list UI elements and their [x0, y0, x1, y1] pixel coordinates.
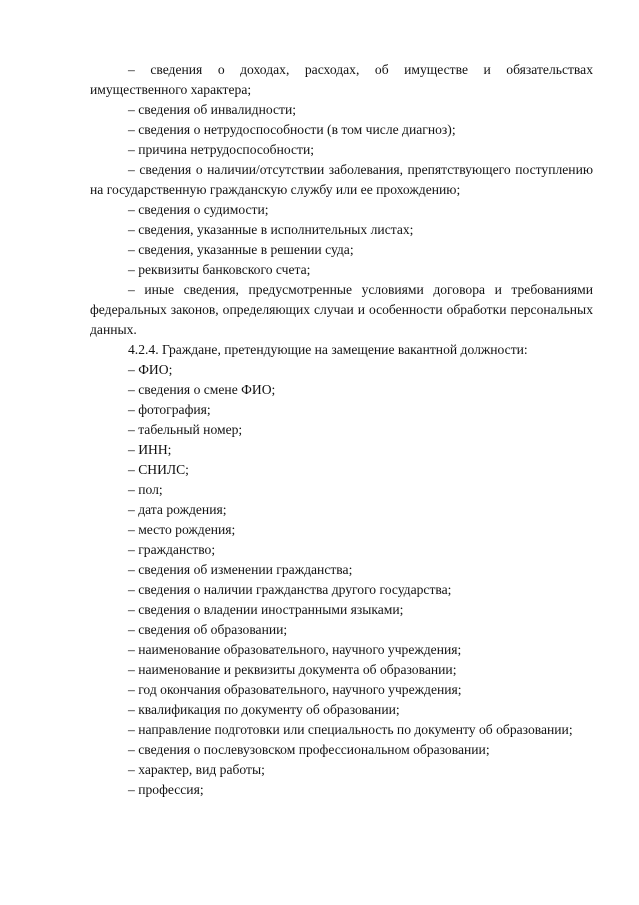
paragraph-incapacity-diagnosis: – сведения о нетрудоспособности (в том числе диагноз); [128, 122, 456, 137]
list-item-diploma-details: – наименование и реквизиты документа об образовании; [128, 662, 457, 677]
list-item-specialty: – направление подготовки или специальность по документу об образовании; [128, 722, 573, 737]
paragraph-income-property: – сведения о доходах, расходах, об имуществе и обязательствах имущественного характера; [90, 62, 593, 97]
list-item-photo: – фотография; [128, 402, 211, 417]
list-item-profession: – профессия; [128, 782, 204, 797]
document-body [90, 60, 593, 800]
list-item-snils: – СНИЛС; [128, 462, 189, 477]
list-item-education: – сведения об образовании; [128, 622, 288, 637]
list-item-citizenship-change: – сведения об изменении гражданства; [128, 562, 353, 577]
list-item-sex: – пол; [128, 482, 163, 497]
paragraph-writs: – сведения, указанные в исполнительных листах; [128, 222, 414, 237]
list-item-birth-place: – место рождения; [128, 522, 236, 537]
paragraph-other-info: – иные сведения, предусмотренные условиями договора и требованиями федеральных законов, определяющих случаи и особенности обработки персональных данных. [90, 282, 593, 337]
paragraph-disease: – сведения о наличии/отсутствии заболевания, препятствующего поступлению на государственную гражданскую службу или ее прохождению; [90, 162, 593, 197]
paragraph-court-decision: – сведения, указанные в решении суда; [128, 242, 354, 257]
list-item-birth-date: – дата рождения; [128, 502, 227, 517]
paragraph-criminal-record: – сведения о судимости; [128, 202, 269, 217]
list-item-personnel-number: – табельный номер; [128, 422, 243, 437]
list-item-fio-change: – сведения о смене ФИО; [128, 382, 276, 397]
list-item-postgraduate: – сведения о послевузовском профессиональном образовании; [128, 742, 490, 757]
section-heading-4-2-4: 4.2.4. Граждане, претендующие на замещение вакантной должности: [128, 342, 528, 357]
list-item-citizenship: – гражданство; [128, 542, 216, 557]
list-item-qualification: – квалификация по документу об образовании; [128, 702, 400, 717]
list-item-work-type: – характер, вид работы; [128, 762, 265, 777]
paragraph-disability: – сведения об инвалидности; [128, 102, 297, 117]
list-item-languages: – сведения о владении иностранными языками; [128, 602, 404, 617]
paragraph-incapacity-reason: – причина нетрудоспособности; [128, 142, 315, 157]
list-item-institution-name: – наименование образовательного, научного учреждения; [128, 642, 462, 657]
list-item-other-citizenship: – сведения о наличии гражданства другого государства; [128, 582, 452, 597]
list-item-graduation-year: – год окончания образовательного, научного учреждения; [128, 682, 462, 697]
paragraph-bank-details: – реквизиты банковского счета; [128, 262, 311, 277]
list-item-fio: – ФИО; [128, 362, 173, 377]
list-item-inn: – ИНН; [128, 442, 172, 457]
